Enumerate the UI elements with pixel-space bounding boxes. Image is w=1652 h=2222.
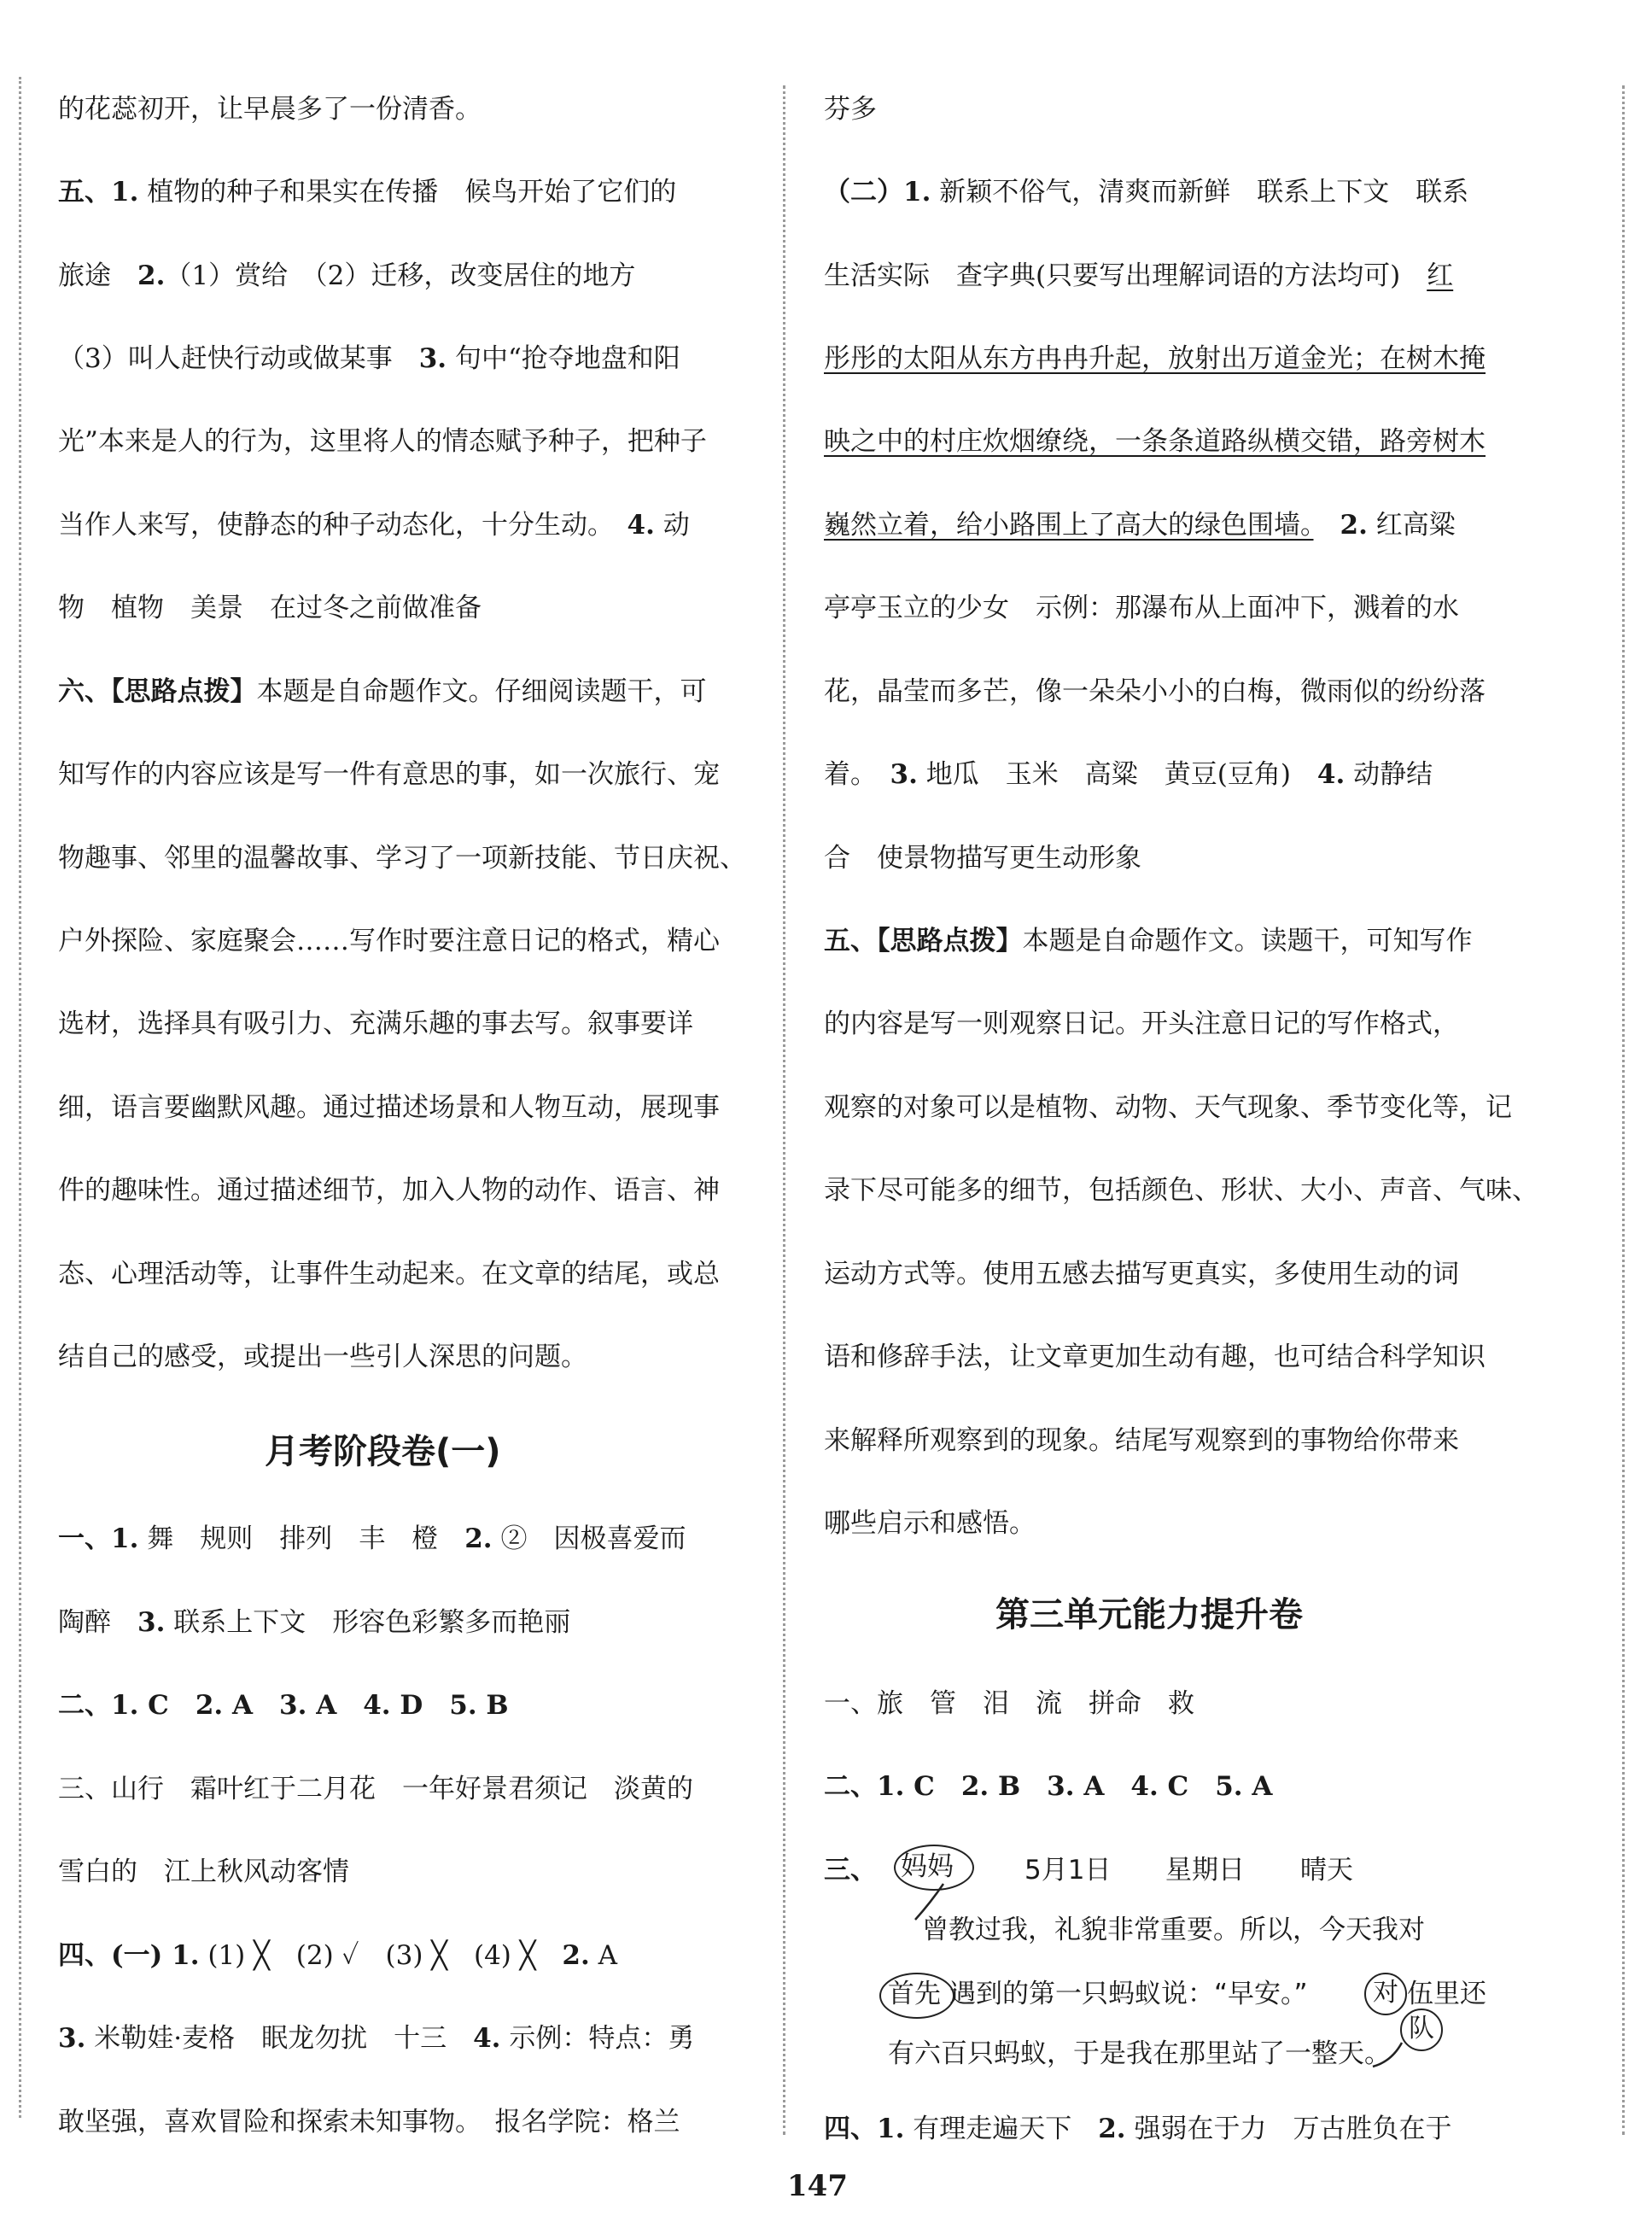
text-line: 芬多	[824, 94, 877, 125]
diary-line: 伍里还	[1407, 1979, 1486, 2009]
text-line: 哪些启示和感悟。	[824, 1508, 1036, 1539]
text-line: 陶醉 3. 联系上下文 形容色彩繁多而艳丽	[58, 1607, 571, 1638]
text-line: 物 植物 美景 在过冬之前做准备	[58, 593, 482, 623]
text-line: 结自己的感受，或提出一些引人深思的问题。	[58, 1342, 587, 1372]
text-line: 合 使景物描写更生动形象	[824, 843, 1141, 874]
right-margin-rule	[1622, 85, 1625, 2135]
text-line: （二）1. 新颖不俗气，清爽而新鲜 联系上下文 联系	[824, 177, 1469, 208]
text-line: 二、1. C 2. B 3. A 4. C 5. A	[824, 1771, 1273, 1802]
text-line: 语和修辞手法，让文章更加生动有趣，也可结合科学知识	[824, 1342, 1486, 1372]
text-line: 运动方式等。使用五感去描写更真实，多使用生动的词	[824, 1259, 1459, 1289]
text-line: 物趣事、邻里的温馨故事、学习了一项新技能、节日庆祝、	[58, 843, 746, 874]
left-margin-rule	[19, 77, 21, 2118]
text-line: 选材，选择具有吸引力、充满乐趣的事去写。叙事要详	[58, 1009, 693, 1039]
text-line: 3. 米勒娃·麦格 眠龙勿扰 十三 4. 示例：特点：勇	[58, 2023, 695, 2054]
text-line: 细，语言要幽默风趣。通过描述场景和人物互动，展现事	[58, 1092, 720, 1123]
correction-circle-char: 对	[1364, 1973, 1407, 2015]
text-line: 敢坚强，喜欢冒险和探索未知事物。 报名学院：格兰	[58, 2107, 680, 2137]
diary-label: 三、	[824, 1855, 877, 1886]
text-line: 二、1. C 2. A 3. A 4. D 5. B	[58, 1690, 509, 1721]
text-line: 旅途 2.（1）赏给 （2）迁移，改变居住的地方	[58, 260, 636, 291]
text-line: 来解释所观察到的现象。结尾写观察到的事物给你带来	[824, 1425, 1459, 1456]
text-line: （3）叫人赶快行动或做某事 3. 句中“抢夺地盘和阳	[58, 343, 680, 374]
text-line: 录下尽可能多的细节，包括颜色、形状、大小、声音、气味、	[824, 1175, 1538, 1206]
correction-circle-char: 队	[1400, 2009, 1443, 2051]
text-line: 映之中的村庄炊烟缭绕，一条条道路纵横交错，路旁树木	[824, 426, 1486, 457]
section-title: 第三单元能力提升卷	[995, 1595, 1303, 1634]
text-line: 四、1. 有理走遍天下 2. 强弱在于力 万古胜负在于	[824, 2114, 1452, 2144]
diary-line: 有六百只蚂蚁，于是我在那里站了一整天。	[888, 2038, 1391, 2069]
text-line: 知写作的内容应该是写一件有意思的事，如一次旅行、宠	[58, 759, 720, 790]
insert-mark-icon	[1366, 2032, 1417, 2075]
text-line: 光”本来是人的行为，这里将人的情态赋予种子，把种子	[58, 426, 707, 457]
text-line: 巍然立着，给小路围上了高大的绿色围墙。 2. 红高粱	[824, 510, 1456, 541]
text-line: 件的趣味性。通过描述细节，加入人物的动作、语言、神	[58, 1175, 720, 1206]
text-line: 一、旅 管 泪 流 拼命 救	[824, 1688, 1194, 1719]
diary-line: 曾教过我，礼貌非常重要。所以，今天我对	[922, 1915, 1425, 1945]
diary-inserted-word: 妈妈	[901, 1851, 954, 1882]
text-line: 六、【思路点拨】本题是自命题作文。仔细阅读题干，可	[58, 676, 707, 707]
text-line: 花，晶莹而多芒，像一朵朵小小的白梅，微雨似的纷纷落	[824, 676, 1486, 707]
column-divider	[783, 85, 785, 2135]
diary-date: 5月1日	[1024, 1855, 1112, 1886]
diary-weather: 晴天	[1300, 1855, 1353, 1886]
text-line: 四、(一) 1. (1) ╳ (2) ✓ (3) ╳ (4) ╳ 2. A	[58, 1940, 618, 1971]
text-line: 观察的对象可以是植物、动物、天气现象、季节变化等，记	[824, 1092, 1512, 1123]
text-line: 三、山行 霜叶红于二月花 一年好景君须记 淡黄的	[58, 1774, 693, 1804]
diary-line: 遇到的第一只蚂蚁说：“早安。”	[949, 1979, 1308, 2009]
text-line: 户外探险、家庭聚会……写作时要注意日记的格式，精心	[58, 926, 720, 956]
text-line: 五、1. 植物的种子和果实在传播 候鸟开始了它们的	[58, 177, 677, 208]
text-line: 一、1. 舞 规则 排列 丰 橙 2. ② 因极喜爱而	[58, 1523, 686, 1554]
text-line: 着。 3. 地瓜 玉米 高粱 黄豆(豆角) 4. 动静结	[824, 759, 1433, 790]
text-line: 的花蕊初开，让早晨多了一份清香。	[58, 94, 482, 125]
text-line: 态、心理活动等，让事件生动起来。在文章的结尾，或总	[58, 1259, 720, 1289]
section-title: 月考阶段卷(一)	[265, 1432, 501, 1471]
page-number: 147	[787, 2169, 848, 2203]
text-line: 亭亭玉立的少女 示例：那瀑布从上面冲下，溅着的水	[824, 593, 1459, 623]
diary-weekday: 星期日	[1165, 1855, 1245, 1886]
text-line: 当作人来写，使静态的种子动态化，十分生动。 4. 动	[58, 510, 690, 541]
diary-circled-word: 首先	[888, 1979, 941, 2009]
text-line: 五、【思路点拨】本题是自命题作文。读题干，可知写作	[824, 926, 1473, 956]
text-line: 生活实际 查字典(只要写出理解词语的方法均可) 红	[824, 260, 1454, 291]
text-line: 彤彤的太阳从东方冉冉升起，放射出万道金光；在树木掩	[824, 343, 1486, 374]
text-line: 雪白的 江上秋风动客情	[58, 1857, 349, 1887]
text-line: 的内容是写一则观察日记。开头注意日记的写作格式，	[824, 1009, 1459, 1039]
